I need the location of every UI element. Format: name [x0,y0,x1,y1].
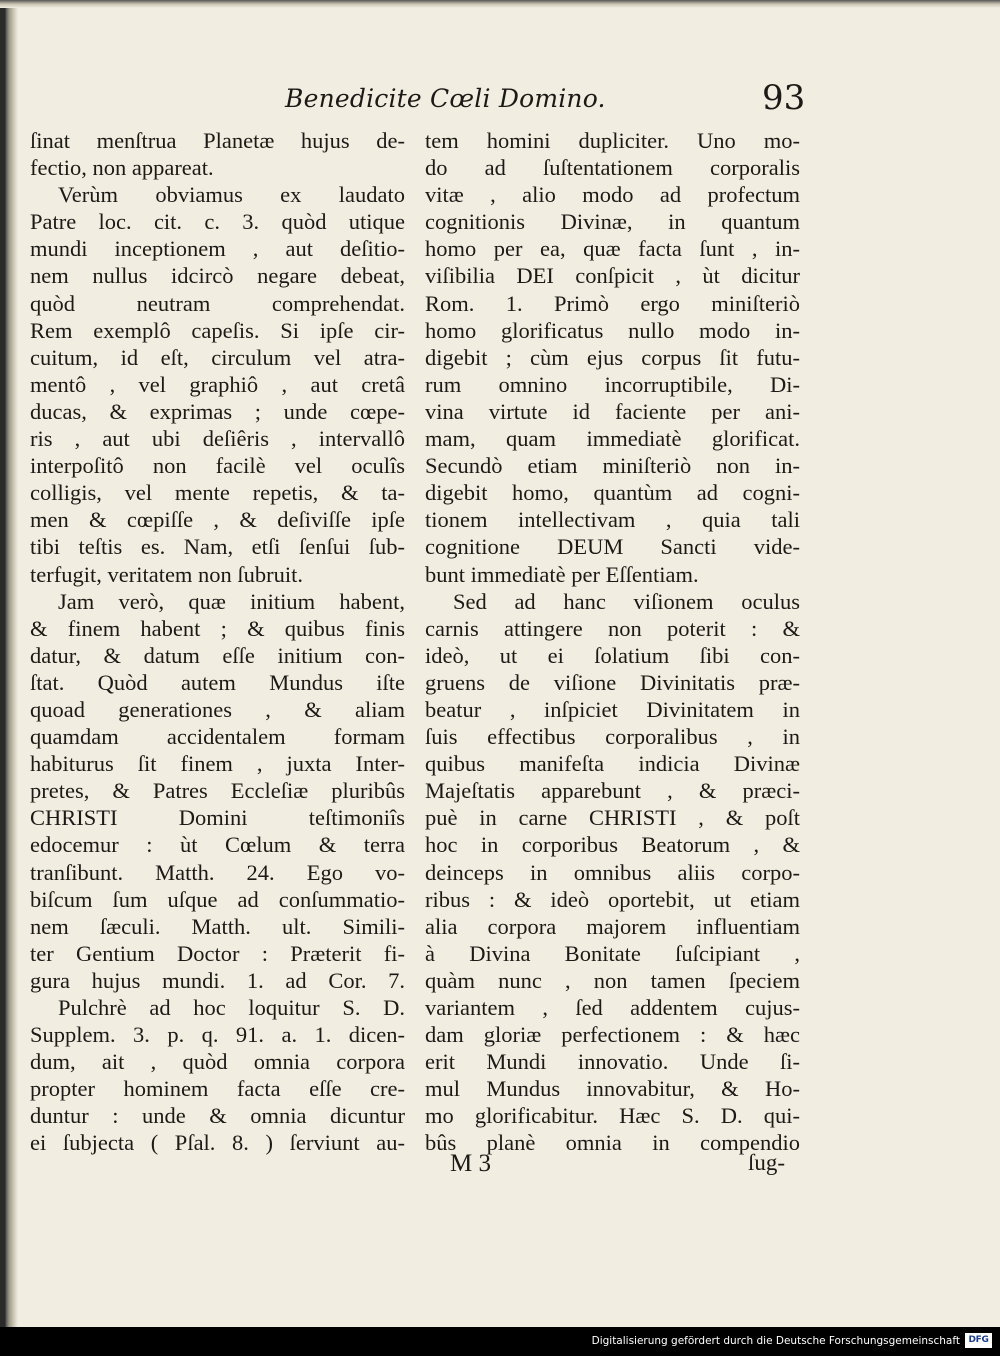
text-line: rum omnino incorruptibile, Di- [425,371,800,397]
page-top-edge [0,0,1000,8]
text-line: viſibilia DEI conſpicit , ùt dicitur [425,263,800,289]
text-line: à Divina Bonitate ſuſcipiant , [425,940,800,966]
text-line: mentô , vel graphiô , aut cretâ [30,371,405,397]
text-line: Rem exemplô capeſis. Si ipſe cir- [30,317,405,343]
text-line: vitæ , alio modo ad profectum [425,182,800,208]
text-line: ideò, ut ei ſolatium ſibi con- [425,642,800,668]
text-line: vina virtute id faciente per ani- [425,398,800,424]
text-line: digebit homo, quantùm ad cogni- [425,480,800,506]
text-line: fectio, non appareat. [30,155,214,181]
catchword: ſug- [748,1150,786,1175]
text-line: beatur , inſpiciet Divinitatem in [425,696,800,722]
text-line: hoc in corporibus Beatorum , & [425,832,800,858]
text-line: terfugit, veritatem non ſubruit. [30,561,304,587]
text-line: duntur : unde & omnia dicuntur [30,1103,405,1129]
text-line: Sed ad hanc viſionem oculus [453,588,800,614]
text-line: quibus manifeſta indicia Divinæ [425,751,800,777]
text-line: nem nullus idcircò negare debeat, [30,263,405,289]
text-line: & finem habent ; & quibus finis [30,615,405,641]
text-line: habiturus ſit finem , juxta Inter- [30,751,405,777]
text-line: Rom. 1. Primò ergo miniſteriò [425,290,800,316]
text-line: mundi inceptionem , aut deſitio- [30,236,405,262]
text-line: men & cœpiſſe , & deſiviſſe ipſe [30,507,405,533]
digitization-footer [0,1327,1000,1356]
signature-mark: M 3 [450,1150,491,1177]
text-line: quàm nunc , non tamen ſpeciem [425,967,800,993]
text-line: cognitionis Divinæ, in quantum [425,209,800,235]
text-line: Verùm obviamus ex laudato [58,182,405,208]
text-line: gruens de viſione Divinitatis præ- [425,669,800,695]
text-line: quòd neutram comprehendat. [30,290,405,316]
text-line: homo glorificatus nullo modo in- [425,317,800,343]
page-number: 93 [762,78,806,118]
text-line: quamdam accidentalem formam [30,724,405,750]
text-line: biſcum ſum uſque ad conſummatio- [30,886,405,912]
dfg-logo-icon: DFG [965,1333,992,1348]
text-line: alia corpora majorem influentiam [425,913,800,939]
text-line: mam, quam immediatè glorificat. [425,426,800,452]
text-line: tibi teſtis es. Nam, etſi ſenſui ſub- [30,534,405,560]
text-line: ſtat. Quòd autem Mundus iſte [30,669,405,695]
text-line: Majeſtatis apparebunt , & præci- [425,778,800,804]
text-line: do ad ſuſtentationem corporalis [425,155,800,181]
text-line: ſuis effectibus corporalibus , in [425,724,800,750]
text-line: gura hujus mundi. 1. ad Cor. 7. [30,967,405,993]
right-text-column [425,127,800,1157]
text-line: ducas, & exprimas ; unde cœpe- [30,398,405,424]
text-line: quoad generationes , & aliam [30,696,405,722]
text-line: Patre loc. cit. c. 3. quòd utique [30,209,405,235]
text-line: deinceps in omnibus aliis corpo- [425,859,800,885]
text-line: dam gloriæ perfectionem : & hæc [425,1022,800,1048]
text-line: Supplem. 3. p. q. 91. a. 1. dicen- [30,1022,405,1048]
text-line: carnis attingere non poterit : & [425,615,800,641]
text-line: tionem intellectivam , quia tali [425,507,800,533]
text-line: variantem , ſed addentem cujus- [425,995,800,1020]
text-line: colligis, vel mente repetis, & ta- [30,480,405,506]
text-line: ris , aut ubi deſiêris , intervallô [30,426,405,452]
left-text-column [30,127,405,1157]
text-line: interpoſitô non facilè vel oculîs [30,453,405,479]
text-line: digebit ; cùm ejus corpus ſit futu- [425,344,800,370]
text-line: ſinat menſtrua Planetæ hujus de- [30,128,405,153]
text-line: Jam verò, quæ initium habent, [58,588,405,614]
text-line: ter Gentium Doctor : Præterit fi- [30,940,405,966]
text-line: Secundò etiam miniſteriò non in- [425,453,800,479]
page-edge-shadow [0,0,18,1327]
text-line: CHRISTI Domini teſtimoniîs [30,805,405,831]
text-line: ei ſubjecta ( Pſal. 8. ) ſerviunt au- [30,1130,405,1156]
text-line: bunt immediatè per Eſſentiam. [425,561,699,587]
text-line: pretes, & Patres Eccleſiæ pluribûs [30,778,405,804]
text-line: datur, & datum eſſe initium con- [30,642,405,668]
text-line: cuitum, id eſt, circulum vel atra- [30,344,405,370]
text-line: puè in carne CHRISTI , & poſt [425,805,800,831]
text-line: propter hominem facta eſſe cre- [30,1076,405,1102]
text-line: dum, ait , quòd omnia corpora [30,1049,405,1075]
text-line: mul Mundus innovabitur, & Ho- [425,1076,800,1102]
text-line: tem homini dupliciter. Uno mo- [425,128,800,153]
running-head: Benedicite Cœli Domino. [285,84,606,113]
text-line: cognitione DEUM Sancti vide- [425,534,800,560]
text-line: nem ſæculi. Matth. ult. Simili- [30,913,405,939]
text-line: edocemur : ùt Cœlum & terra [30,832,405,858]
text-line: Pulchrè ad hoc loquitur S. D. [58,995,405,1020]
text-line: homo per ea, quæ facta ſunt , in- [425,236,800,262]
funding-credit: Digitalisierung gefördert durch die Deutsche Forschungsgemeinschaft [591,1335,960,1347]
text-line: ribus : & ideò oportebit, ut etiam [425,886,800,912]
text-line: bûs planè omnia in compendio [425,1130,800,1156]
text-line: mo glorificabitur. Hæc S. D. qui- [425,1103,800,1129]
text-line: erit Mundi innovatio. Unde ſi- [425,1049,800,1075]
text-line: tranſibunt. Matth. 24. Ego vo- [30,859,405,885]
